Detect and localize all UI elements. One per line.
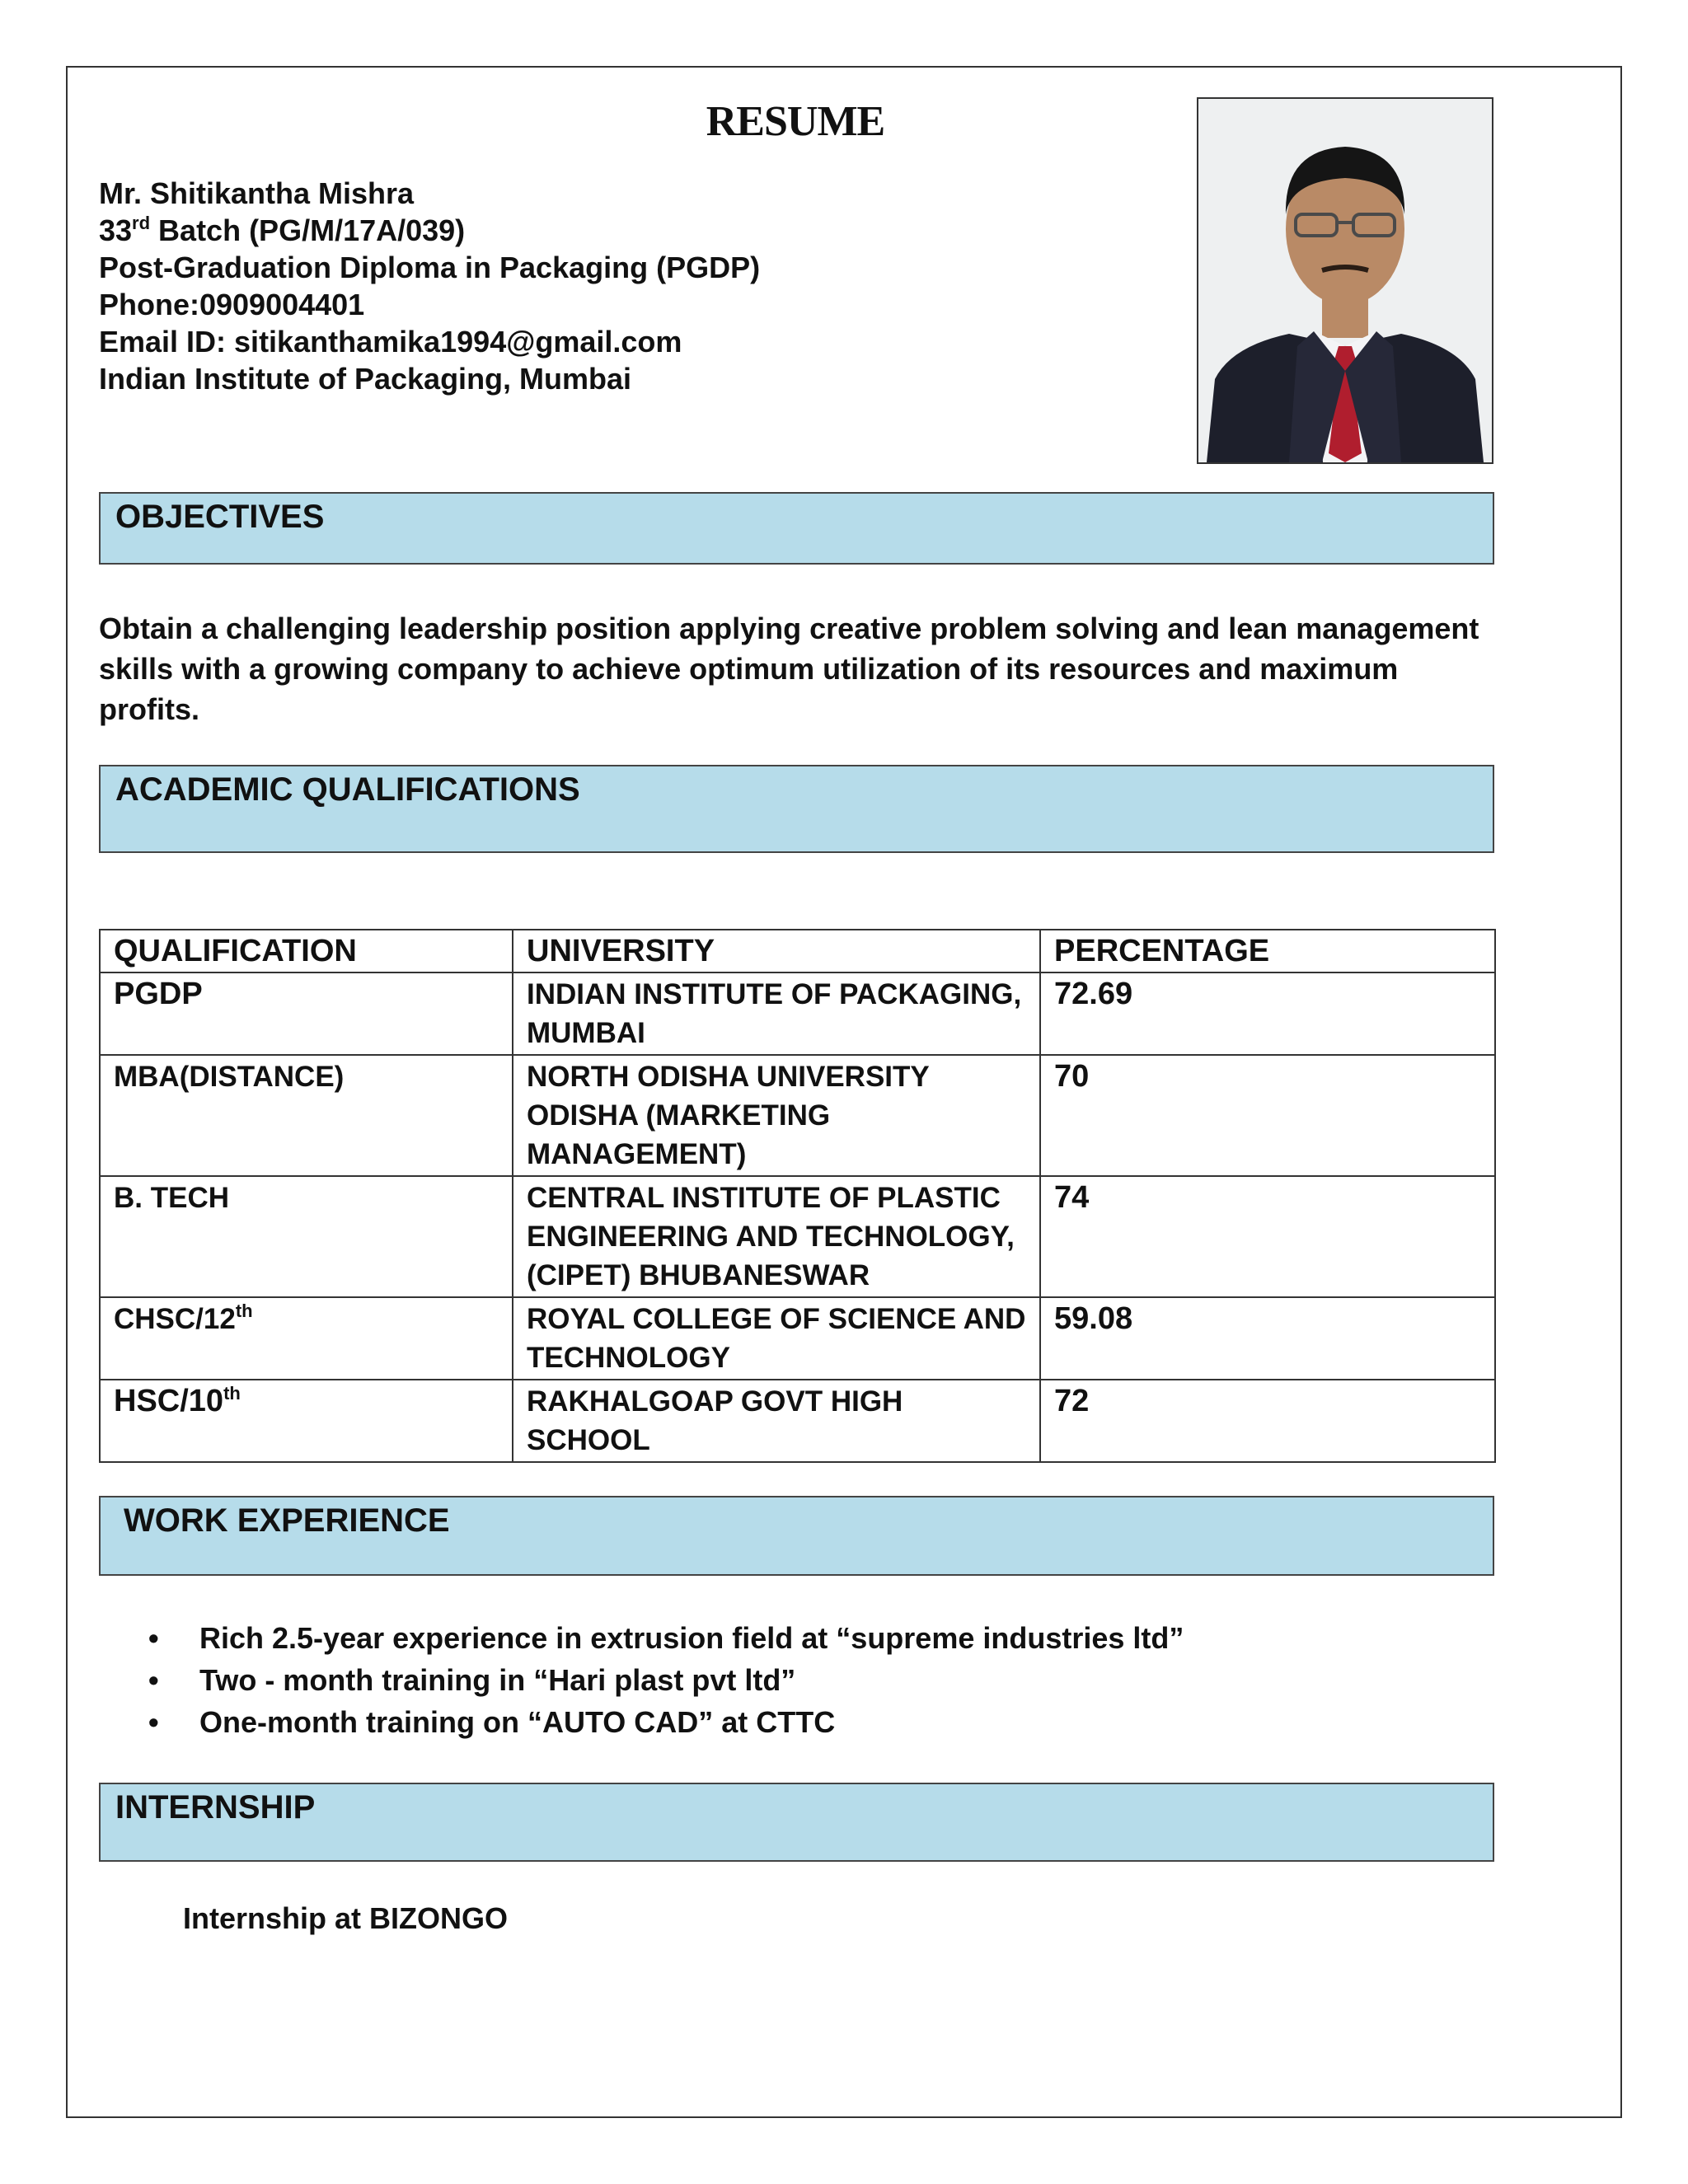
batch-rest: Batch (PG/M/17A/039) [150, 213, 466, 247]
percentage-cell: 72 [1040, 1380, 1495, 1462]
university-cell: INDIAN INSTITUTE OF PACKAGING, MUMBAI [513, 972, 1040, 1055]
table-row [100, 1176, 1495, 1297]
column-header-percentage: PERCENTAGE [1040, 930, 1495, 972]
program-line: Post-Graduation Diploma in Packaging (PGDP) [99, 251, 761, 284]
phone-line: Phone:0909004401 [99, 288, 365, 321]
university-cell: RAKHALGOAP GOVT HIGH SCHOOL [513, 1380, 1040, 1462]
document-title: RESUME [706, 98, 885, 145]
academic-heading: ACADEMIC QUALIFICATIONS [99, 765, 1494, 853]
qualification-cell [100, 972, 513, 1055]
institute-line: Indian Institute of Packaging, Mumbai [99, 362, 632, 396]
qualification-text: B. TECH [114, 1182, 229, 1214]
list-item [99, 1701, 1492, 1743]
qualification-text: CHSC/12 [114, 1303, 236, 1335]
work-experience-heading: WORK EXPERIENCE [99, 1496, 1494, 1576]
table-row [100, 1055, 1495, 1176]
contact-header [99, 175, 1088, 397]
objective-text: Obtain a challenging leadership position applying creative problem solving and lean management skills with a growing company to achieve optimum utilization of its resources and maximum profits. [99, 612, 1479, 726]
list-item-text: Two - month training in “Hari plast pvt ltd” [199, 1663, 796, 1697]
list-item [99, 1617, 1492, 1659]
qualification-superscript: th [223, 1383, 241, 1404]
qualification-cell [100, 1297, 513, 1380]
bullet-icon: • [148, 1705, 159, 1739]
qualification-text: HSC/10 [114, 1384, 224, 1418]
work-experience-list [99, 1617, 1492, 1743]
table-row [100, 1297, 1495, 1380]
table-header-row [100, 930, 1495, 972]
list-item [99, 1659, 1492, 1701]
objectives-heading: OBJECTIVES [99, 492, 1494, 565]
column-header-university: UNIVERSITY [513, 930, 1040, 972]
university-cell: NORTH ODISHA UNIVERSITY ODISHA (MARKETING MANAGEMENT) [513, 1055, 1040, 1176]
qualification-cell [100, 1055, 513, 1176]
table-row [100, 972, 1495, 1055]
university-cell: CENTRAL INSTITUTE OF PLASTIC ENGINEERING AND TECHNOLOGY, (CIPET) BHUBANESWAR [513, 1176, 1040, 1297]
qualification-cell [100, 1176, 513, 1297]
qualification-superscript: th [235, 1301, 253, 1321]
university-cell: ROYAL COLLEGE OF SCIENCE AND TECHNOLOGY [513, 1297, 1040, 1380]
column-header-qualification: QUALIFICATION [100, 930, 513, 972]
list-item-text: One-month training on “AUTO CAD” at CTTC [199, 1705, 836, 1739]
qualification-cell [100, 1380, 513, 1462]
percentage-cell: 59.08 [1040, 1297, 1495, 1380]
bullet-icon: • [148, 1663, 159, 1697]
percentage-cell: 74 [1040, 1176, 1495, 1297]
table-row [100, 1380, 1495, 1462]
profile-photo [1197, 97, 1493, 464]
batch-line [99, 212, 1088, 249]
batch-suffix: rd [132, 213, 151, 233]
qualification-text: MBA(DISTANCE) [114, 1061, 345, 1093]
internship-text: Internship at BIZONGO [183, 1901, 509, 1935]
email-line: Email ID: sitikanthamika1994@gmail.com [99, 325, 682, 359]
percentage-cell: 72.69 [1040, 972, 1495, 1055]
batch-number: 33 [99, 213, 133, 247]
qualifications-table [99, 929, 1496, 1463]
list-item-text: Rich 2.5-year experience in extrusion field at “supreme industries ltd” [199, 1621, 1184, 1655]
percentage-cell: 70 [1040, 1055, 1495, 1176]
qualification-text: PGDP [114, 977, 203, 1011]
candidate-name: Mr. Shitikantha Mishra [99, 176, 415, 210]
internship-heading: INTERNSHIP [99, 1783, 1494, 1862]
bullet-icon: • [148, 1621, 159, 1655]
